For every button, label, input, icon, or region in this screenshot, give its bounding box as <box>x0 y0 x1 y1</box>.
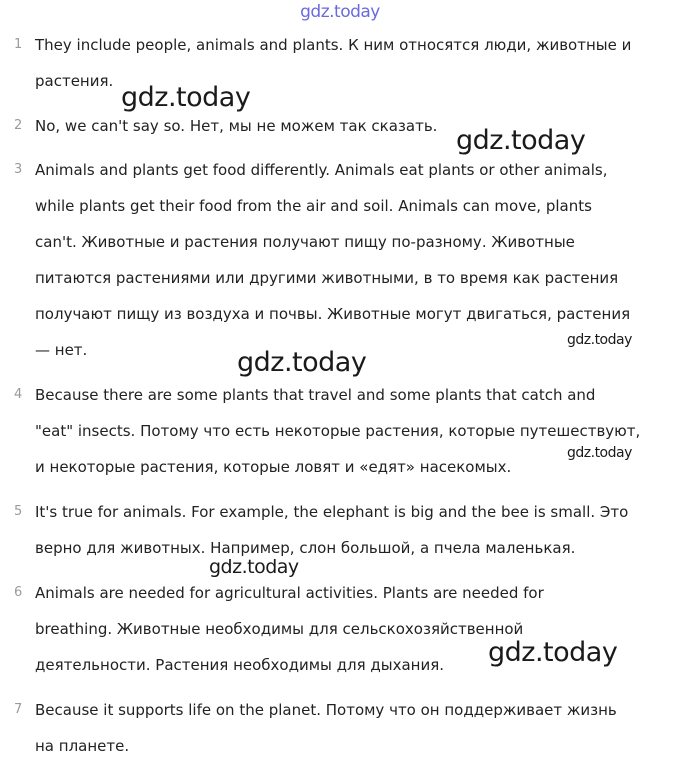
item-line: Animals are needed for agricultural activities. Plants are needed for <box>35 584 544 602</box>
item-line: They include people, animals and plants. К ним относятся люди, животные и <box>35 36 632 54</box>
watermark: gdz.today <box>121 82 251 113</box>
item-line: Because there are some plants that travel and some plants that catch and <box>35 386 596 404</box>
item-line: It's true for animals. For example, the elephant is big and the bee is small. Это <box>35 503 629 521</box>
item-line: Animals and plants get food differently. Animals eat plants or other animals, <box>35 161 608 179</box>
item-line: can't. Животные и растения получают пищу по-разному. Животные <box>35 233 575 251</box>
item-number: 5 <box>14 504 23 519</box>
watermark: gdz.today <box>209 556 299 578</box>
item-text <box>35 692 675 764</box>
item-line: растения. <box>35 72 114 90</box>
watermark: gdz.today <box>567 445 632 461</box>
item-line: на планете. <box>35 737 130 755</box>
item-line: "eat" insects. Потому что есть некоторые растения, которые путешествуют, <box>35 422 641 440</box>
item-line: while plants get their food from the air and soil. Animals can move, plants <box>35 197 592 215</box>
item-line: питаются растениями или другими животными, в то время как растения <box>35 269 619 287</box>
item-number: 4 <box>14 387 23 402</box>
watermark: gdz.today <box>567 332 632 348</box>
item-number: 1 <box>14 37 23 52</box>
watermark: gdz.today <box>488 637 618 668</box>
item-text <box>35 494 675 566</box>
watermark: gdz.today <box>456 125 586 156</box>
item-text <box>35 377 675 485</box>
item-number: 2 <box>14 118 23 133</box>
item-line: Because it supports life on the planet. Потому что он поддерживает жизнь <box>35 701 617 719</box>
item-line: получают пищу из воздуха и почвы. Животные могут двигаться, растения <box>35 305 631 323</box>
item-line: — нет. <box>35 341 88 359</box>
item-line: breathing. Животные необходимы для сельскохозяйственной <box>35 620 524 638</box>
item-number: 7 <box>14 702 23 717</box>
watermark: gdz.today <box>237 347 367 378</box>
item-line: верно для животных. Например, слон большой, а пчела маленькая. <box>35 539 576 557</box>
header-watermark: gdz.today <box>300 2 380 22</box>
item-line: No, we can't say so. Нет, мы не можем так сказать. <box>35 117 438 135</box>
item-number: 6 <box>14 585 23 600</box>
item-number: 3 <box>14 162 23 177</box>
item-line: деятельности. Растения необходимы для дыхания. <box>35 656 445 674</box>
item-line: и некоторые растения, которые ловят и «едят» насекомых. <box>35 458 512 476</box>
